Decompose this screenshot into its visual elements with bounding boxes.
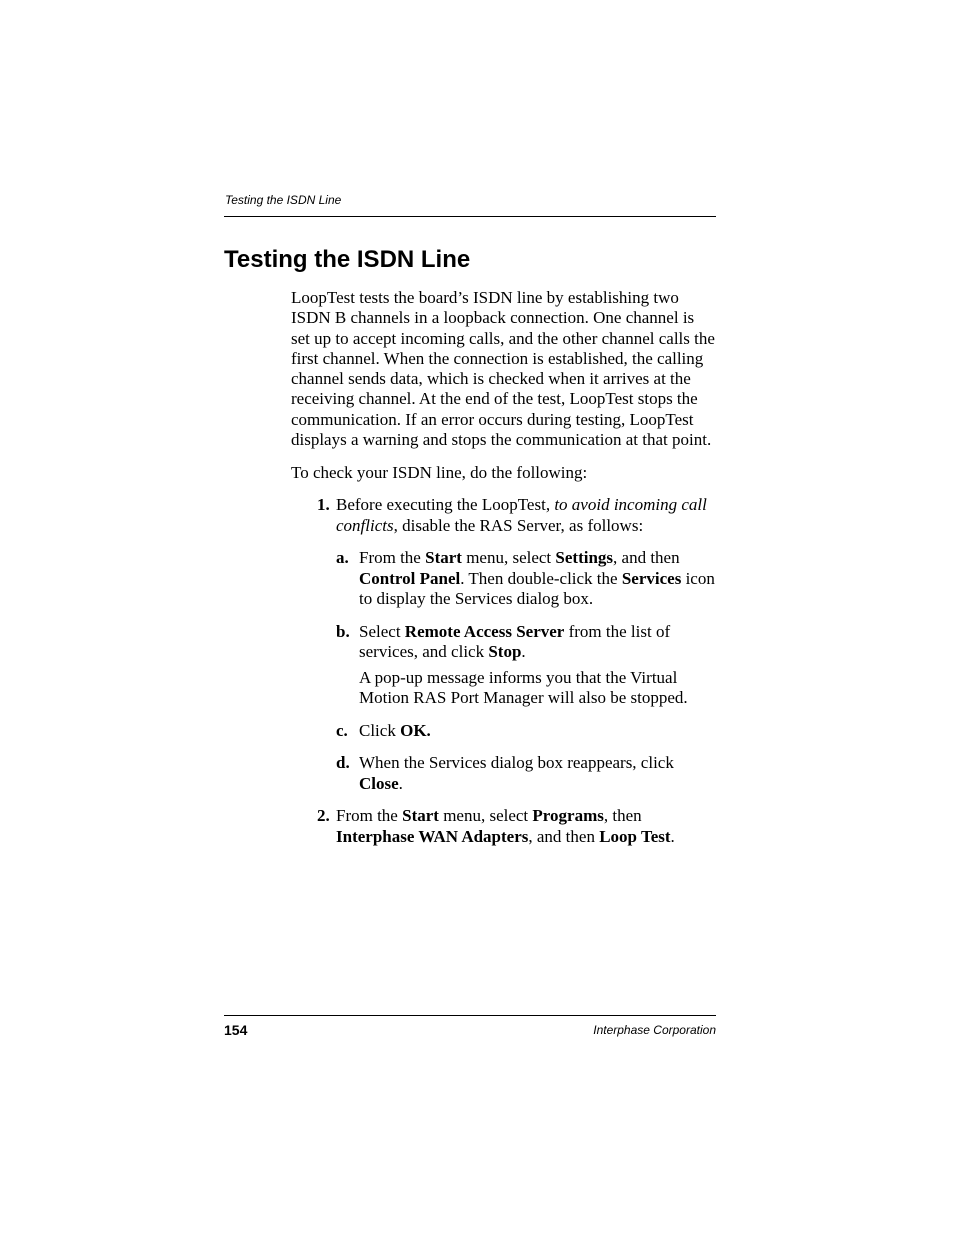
ui-term: Remote Access Server — [404, 621, 565, 641]
substep-c — [291, 721, 717, 741]
body-text — [291, 288, 717, 859]
step-number: 1. — [317, 495, 330, 515]
substep-letter: d. — [336, 753, 350, 773]
ui-term: OK. — [400, 720, 431, 740]
ui-term: Close — [359, 773, 399, 793]
substep-text: From the Start menu, select Settings, and then Control Panel. Then double-click the Services icon to display the Services dialog box. — [359, 548, 715, 609]
substep-text: Select Remote Access Server from the list of services, and click Stop. — [359, 621, 671, 662]
substep-d — [291, 753, 717, 794]
step-text: Before executing the LoopTest, to avoid incoming call conflicts, disable the RAS Server, as follows: — [336, 495, 707, 535]
footer-rule — [224, 1015, 716, 1016]
step-1 — [291, 495, 717, 536]
step-text: From the Start menu, select Programs, then Interphase WAN Adapters, and then Loop Test. — [336, 806, 675, 846]
ui-term: Start — [402, 806, 439, 826]
page-number: 154 — [224, 1022, 248, 1038]
substep-text: When the Services dialog box reappears, click Close. — [359, 753, 674, 793]
running-head: Testing the ISDN Line — [225, 193, 342, 207]
ui-term: Control Panel — [359, 568, 461, 588]
substep-a — [291, 548, 717, 609]
substep-letter: c. — [336, 720, 348, 740]
ui-term: Loop Test — [599, 826, 671, 846]
ui-term: Start — [425, 548, 462, 568]
page-title: Testing the ISDN Line — [224, 246, 471, 273]
ui-term: Programs — [532, 806, 604, 826]
substep-b — [291, 622, 717, 709]
substep-letter: b. — [336, 621, 350, 641]
header-rule — [224, 216, 716, 217]
emphasis-text: to avoid incoming call conflicts — [336, 495, 707, 535]
ui-term: Services — [621, 568, 682, 588]
step-2 — [291, 806, 717, 847]
step-number: 2. — [317, 806, 330, 826]
substep-letter: a. — [336, 548, 349, 568]
intro-paragraph: LoopTest tests the board’s ISDN line by establishing two ISDN B channels in a loopback connection. One channel is set up to accept incoming calls, and the other channel calls the first channel. When the connection is established, the calling channel sends data, which is checked when it arrives at the receiving channel. At the end of the test, LoopTest stops the communication. If an error occurs during testing, LoopTest displays a warning and stops the communication at that point. — [291, 288, 715, 450]
ui-term: Settings — [555, 548, 614, 568]
substep-text: Click OK. — [359, 720, 431, 740]
substep-note: A pop-up message informs you that the Virtual Motion RAS Port Manager will also be stopped. — [359, 667, 688, 708]
footer-company: Interphase Corporation — [593, 1023, 716, 1037]
ui-term: Interphase WAN Adapters — [336, 826, 529, 846]
ui-term: Stop — [488, 642, 522, 662]
lead-in-paragraph: To check your ISDN line, do the following: — [291, 462, 588, 482]
